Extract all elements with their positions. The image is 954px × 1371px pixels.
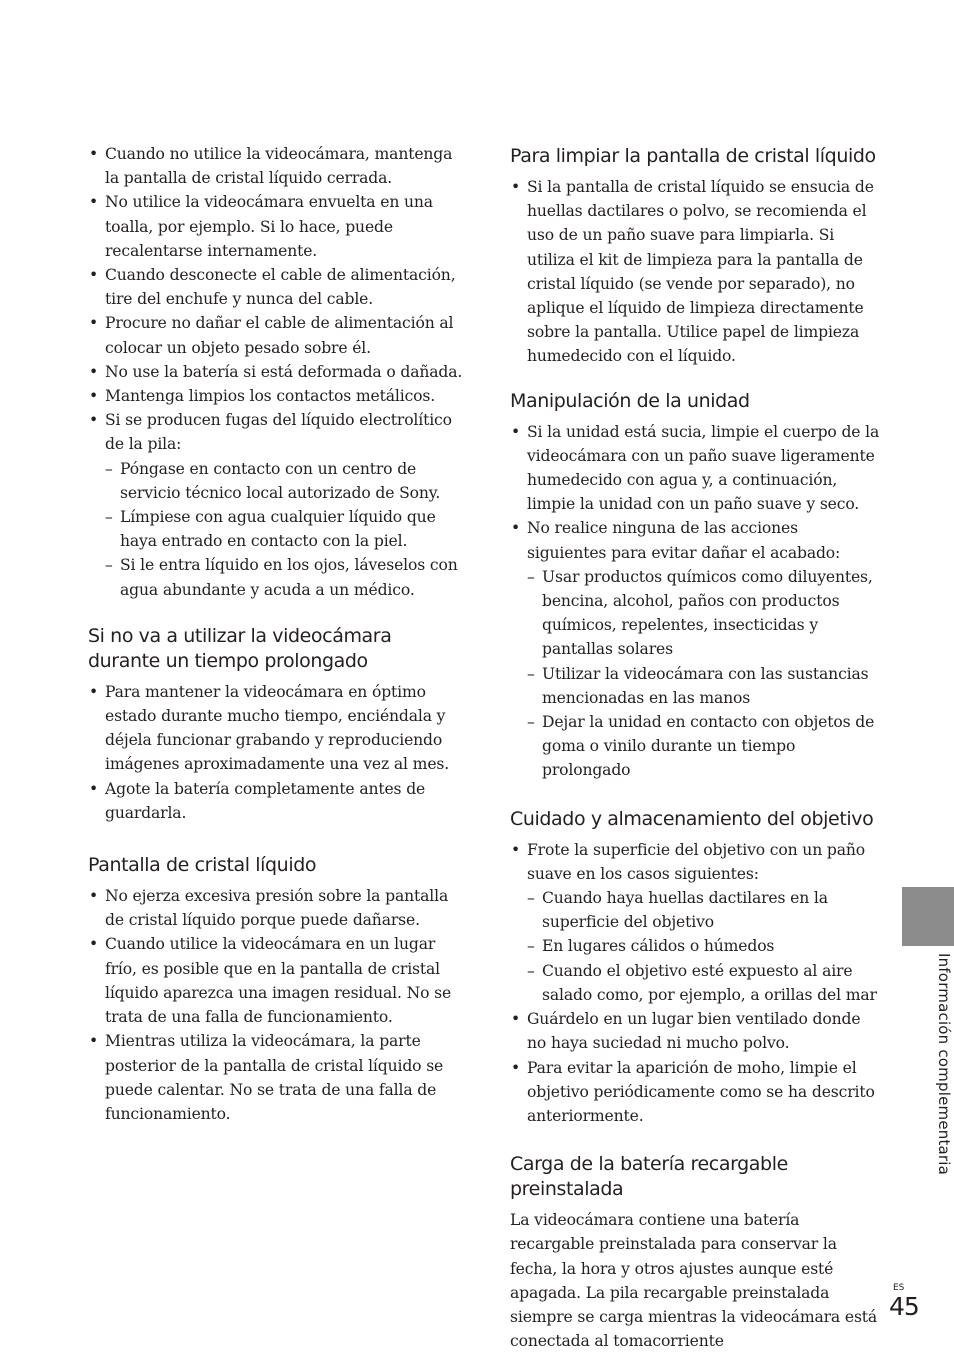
sub-item: – Cuando haya huellas dactilares en la superficie del objetivo xyxy=(527,886,882,934)
side-section-label: Información complementaria xyxy=(935,953,953,1176)
bullet-item: • Para evitar la aparición de moho, limpie el objetivo periódicamente como se ha descrito anteriormente. xyxy=(510,1056,882,1129)
right-column xyxy=(510,144,882,1371)
bullet-item: • Agote la batería completamente antes de guardarla. xyxy=(88,777,463,825)
sub-list xyxy=(527,886,882,1007)
sub-list xyxy=(105,457,463,602)
bullet-text: Frote la superficie del objetivo con un paño suave en los casos siguientes: xyxy=(527,840,866,883)
section-clean-lcd xyxy=(510,144,882,369)
left-column xyxy=(88,142,463,1144)
bullet-item: • Guárdelo en un lugar bien ventilado donde no haya suciedad ni mucho polvo. xyxy=(510,1007,882,1055)
sub-item: – Utilizar la videocámara con las sustancias mencionadas en las manos xyxy=(527,662,882,710)
section-heading: Carga de la batería recargable preinstalada xyxy=(510,1153,788,1201)
sub-item: – Usar productos químicos como diluyentes, bencina, alcohol, paños con productos químicos, repelentes, insecticidas y pantallas solares xyxy=(527,565,882,662)
bullet-item-with-sublist xyxy=(510,516,882,782)
section-tab-marker xyxy=(902,887,954,946)
bullet-text: Si se producen fugas del líquido electrolítico de la pila: xyxy=(105,411,452,454)
section-lens-care xyxy=(510,807,882,1128)
paragraph: La videocámara contiene una batería recargable preinstalada para conservar la fecha, la hora y otros ajustes aunque esté apagada. La pila recargable preinstalada siempre se carga mientras la videocámara está conectada al tomacorriente xyxy=(510,1211,878,1351)
bullet-item: • No utilice la videocámara envuelta en una toalla, por ejemplo. Si lo hace, puede recalentarse internamente. xyxy=(88,190,463,263)
section-lcd-screen xyxy=(88,853,463,1126)
section-heading: Pantalla de cristal líquido xyxy=(88,854,317,877)
sub-item: – Si le entra líquido en los ojos, láveselos con agua abundante y acuda a un médico. xyxy=(105,553,463,601)
section-builtin-battery xyxy=(510,1152,882,1353)
section-handling xyxy=(510,389,882,783)
bullet-item: • No use la batería si está deformada o dañada. xyxy=(88,360,463,384)
section-heading: Si no va a utilizar la videocámara durante un tiempo prolongado xyxy=(88,624,392,672)
sub-item: – Dejar la unidad en contacto con objetos de goma o vinilo durante un tiempo prolongado xyxy=(527,710,882,783)
section-heading: Cuidado y almacenamiento del objetivo xyxy=(510,807,874,830)
sub-item: – En lugares cálidos o húmedos xyxy=(527,934,882,958)
bullet-item: • Si la unidad está sucia, limpie el cuerpo de la videocámara con un paño suave ligeramente humedecido con agua y, a continuación, limpie la unidad con un paño suave y seco. xyxy=(510,420,882,517)
bullet-text: No realice ninguna de las acciones siguientes para evitar dañar el acabado: xyxy=(527,519,841,562)
section-prolonged-storage xyxy=(88,624,463,825)
sub-item: – Límpiese con agua cualquier líquido que haya entrado en contacto con la piel. xyxy=(105,505,463,553)
bullet-item: • Procure no dañar el cable de alimentación al colocar un objeto pesado sobre él. xyxy=(88,311,463,359)
bullet-item: • Para mantener la videocámara en óptimo estado durante mucho tiempo, enciéndala y déjela funcionar grabando y reproduciendo imágenes aproximadamente una vez al mes. xyxy=(88,680,463,777)
section-heading: Manipulación de la unidad xyxy=(510,389,750,412)
bullet-item: • Si la pantalla de cristal líquido se ensucia de huellas dactilares o polvo, se recomienda el uso de un paño suave para limpiarla. Si utiliza el kit de limpieza para la pantalla de cristal líquido (se vende por separado), no aplique el líquido de limpieza directamente sobre la pantalla. Utilice papel de limpieza humedecido con el líquido. xyxy=(510,175,882,369)
sub-item: – Cuando el objetivo esté expuesto al aire salado como, por ejemplo, a orillas del mar xyxy=(527,959,882,1007)
bullet-item-with-sublist xyxy=(510,838,882,1007)
bullet-item: • Mantenga limpios los contactos metálicos. xyxy=(88,384,463,408)
sub-list xyxy=(527,565,882,783)
bullet-item: • Mientras utiliza la videocámara, la parte posterior de la pantalla de cristal líquido se puede calentar. No se trata de una falla de funcionamiento. xyxy=(88,1029,463,1126)
sub-item: – Póngase en contacto con un centro de servicio técnico local autorizado de Sony. xyxy=(105,457,463,505)
section-heading: Para limpiar la pantalla de cristal líquido xyxy=(510,145,876,167)
bullet-item: • No ejerza excesiva presión sobre la pantalla de cristal líquido porque puede dañarse. xyxy=(88,884,463,932)
care-bullets xyxy=(88,142,463,602)
language-code: ES xyxy=(893,1283,905,1293)
bullet-item: • Cuando desconecte el cable de alimentación, tire del enchufe y nunca del cable. xyxy=(88,263,463,311)
bullet-item: • Cuando utilice la videocámara en un lugar frío, es posible que en la pantalla de cristal líquido aparezca una imagen residual. No se trata de una falla de funcionamiento. xyxy=(88,932,463,1029)
page-number: 45 xyxy=(889,1292,919,1321)
bullet-item: • Cuando no utilice la videocámara, mantenga la pantalla de cristal líquido cerrada. xyxy=(88,142,463,190)
bullet-item-with-sublist xyxy=(88,408,463,602)
